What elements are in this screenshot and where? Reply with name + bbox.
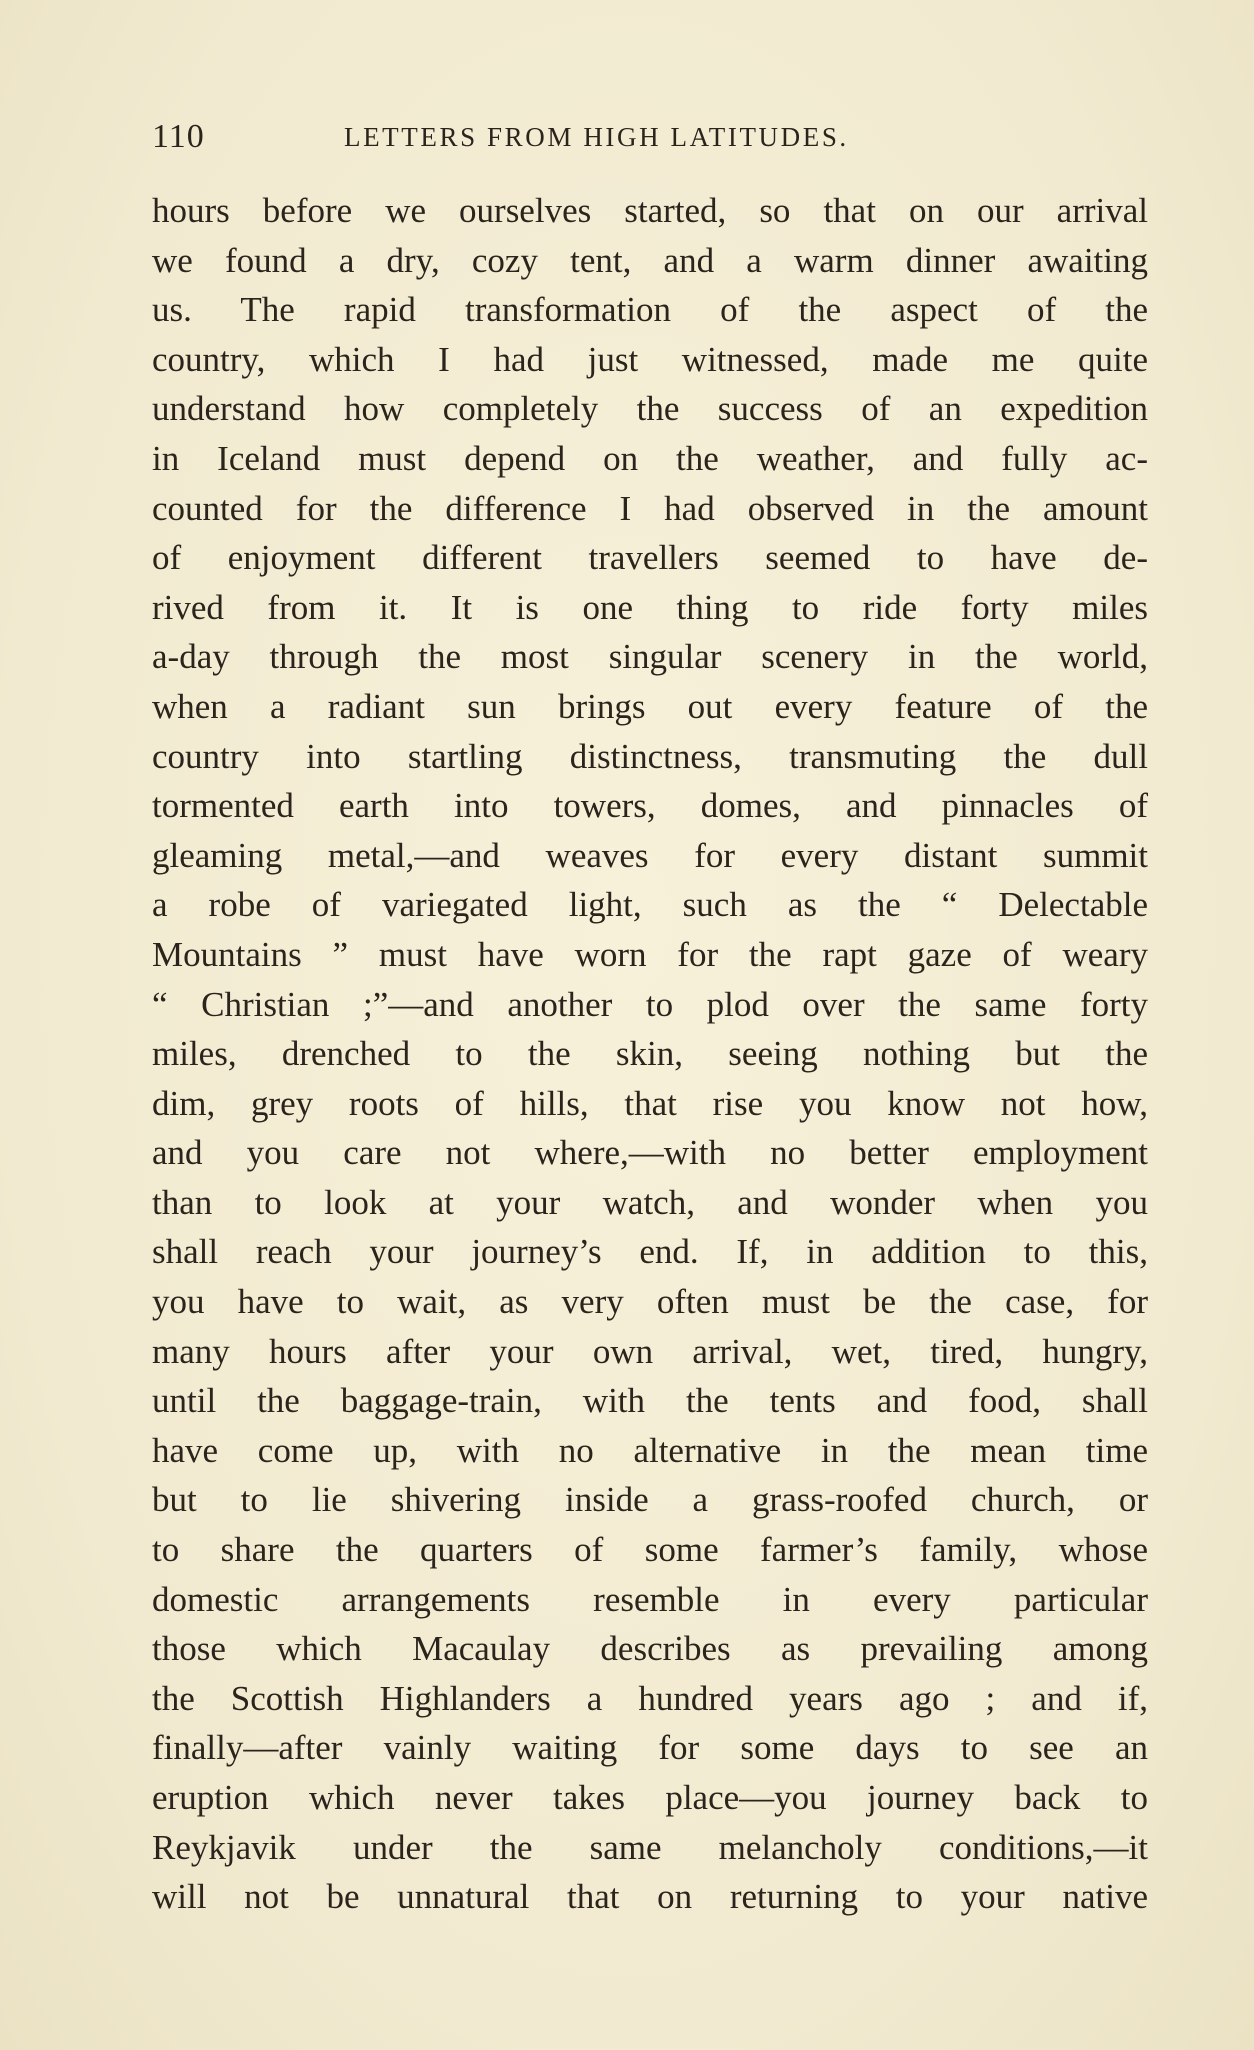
text-line: tormented earth into towers, domes, and pinnacles of <box>152 786 1148 826</box>
text-line: a-day through the most singular scenery in the world, <box>152 637 1148 677</box>
text-line: “ Christian ;”—and another to plod over the same forty <box>152 984 1148 1024</box>
text-line: we found a dry, cozy tent, and a warm dinner awaiting <box>152 240 1148 280</box>
text-line: than to look at your watch, and wonder when you <box>152 1182 1148 1222</box>
text-line: of enjoyment different travellers seemed to have de- <box>152 538 1148 578</box>
text-line: eruption which never takes place—you journey back to <box>152 1778 1148 1817</box>
text-line: many hours after your own arrival, wet, tired, hungry, <box>152 1331 1148 1371</box>
page-header <box>152 118 1148 162</box>
text-line: rived from it. It is one thing to ride forty miles <box>152 587 1148 627</box>
text-line: us. The rapid transformation of the aspect of the <box>152 290 1148 330</box>
page-number: 110 <box>152 118 205 155</box>
text-line: understand how completely the success of an expedition <box>152 389 1148 429</box>
text-line: hours before we ourselves started, so that on our arrival <box>152 191 1148 230</box>
text-line: when a radiant sun brings out every feature of the <box>152 686 1148 726</box>
running-title: LETTERS FROM HIGH LATITUDES. <box>344 122 849 152</box>
text-line: a robe of variegated light, such as the “ Delectable <box>152 885 1148 925</box>
text-line: Reykjavik under the same melancholy conditions,—it <box>152 1827 1148 1867</box>
text-line: country into startling distinctness, transmuting the dull <box>152 736 1148 776</box>
text-line: Mountains ” must have worn for the rapt gaze of weary <box>152 934 1148 974</box>
text-line: and you care not where,—with no better employment <box>152 1133 1148 1173</box>
text-line: have come up, with no alternative in the mean time <box>152 1430 1148 1470</box>
text-line: the Scottish Highlanders a hundred years ago ; and if, <box>152 1678 1148 1718</box>
text-line: in Iceland must depend on the weather, and fully ac- <box>152 438 1148 478</box>
text-line: country, which I had just witnessed, made me quite <box>152 339 1148 379</box>
text-line: finally—after vainly waiting for some days to see an <box>152 1728 1148 1768</box>
text-line: dim, grey roots of hills, that rise you know not how, <box>152 1083 1148 1123</box>
text-line: miles, drenched to the skin, seeing nothing but the <box>152 1034 1148 1074</box>
text-line: until the baggage-train, with the tents and food, shall <box>152 1381 1148 1421</box>
body-text <box>152 186 1148 1922</box>
text-line: but to lie shivering inside a grass-roofed church, or <box>152 1480 1148 1520</box>
text-line: will not be unnatural that on returning to your native <box>152 1877 1148 1917</box>
text-line: to share the quarters of some farmer’s family, whose <box>152 1530 1148 1570</box>
text-line: gleaming metal,—and weaves for every distant summit <box>152 835 1148 875</box>
text-line: you have to wait, as very often must be the case, for <box>152 1282 1148 1322</box>
text-line: shall reach your journey’s end. If, in addition to this, <box>152 1232 1148 1272</box>
text-line: domestic arrangements resemble in every particular <box>152 1579 1148 1619</box>
text-line: counted for the difference I had observed in the amount <box>152 488 1148 528</box>
text-line: those which Macaulay describes as prevailing among <box>152 1629 1148 1669</box>
